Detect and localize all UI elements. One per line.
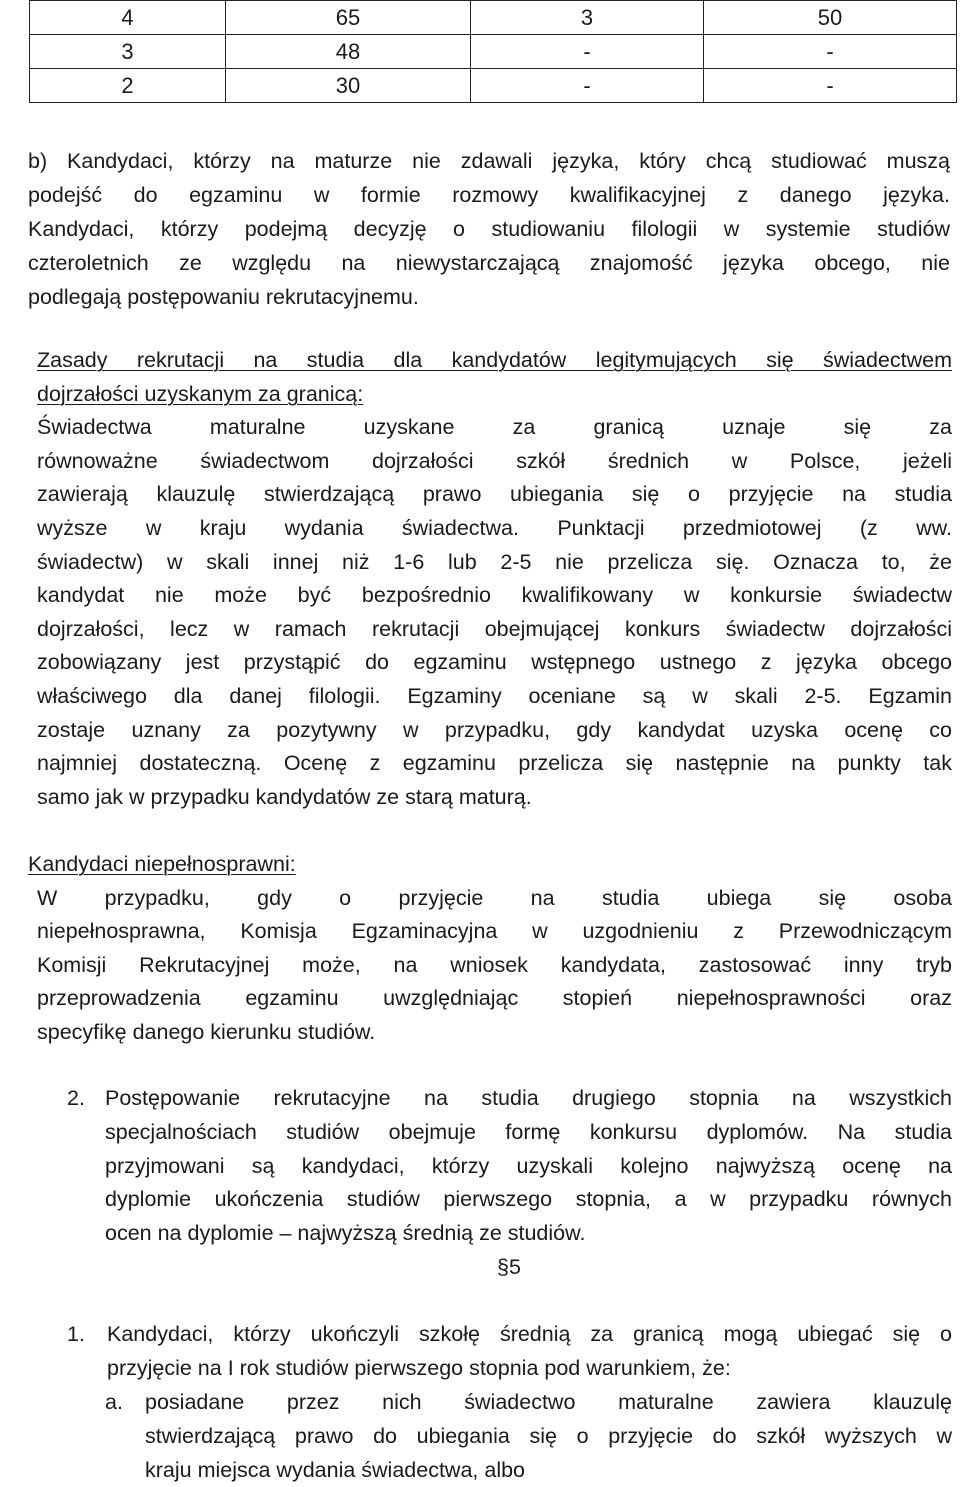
table-cell: 30 [226,69,471,103]
text-line: specjalnościach studiów obejmuje formę konkursu dyplomów. Na studia [105,1119,952,1144]
text-line: Kandydaci, którzy ukończyli szkołę średnią za granicą mogą ubiegać się o [107,1322,952,1346]
table-cell: - [704,35,957,69]
text-line: podlegają postępowaniu rekrutacyjnemu. [28,285,419,309]
sub-item-a [105,1386,952,1487]
table-cell: 65 [226,1,471,35]
table-cell: - [704,69,957,103]
text-line: czteroletnich ze względu na niewystarczającą znajomość języka obcego, nie [28,251,950,275]
paragraph-heading: §5 [497,1255,521,1279]
text-line: Kandydaci, którzy podejmą decyzję o studiowaniu filologii w systemie studiów [28,217,950,241]
text-line: Świadectwa maturalne uzyskane za granicą uznaje się za [37,415,952,440]
text-line: zobowiązany jest przystąpić do egzaminu wstępnego ustnego z języka obcego [37,650,952,675]
text-line: specyfikę danego kierunku studiów. [37,1019,376,1044]
table-row [30,1,957,35]
section-heading [37,378,952,412]
list-number: 1. [67,1322,85,1346]
text-line: niepełnosprawna, Komisja Egzaminacyjna w uzgodnieniu z Przewodniczącym [37,919,952,944]
text-line: przeprowadzenia egzaminu uwzględniając stopień niepełnosprawności oraz [37,986,952,1011]
text-line: właściwego dla danej filologii. Egzaminy oceniane są w skali 2-5. Egzamin [37,683,952,708]
section-heading-text: Kandydaci niepełnosprawni: [28,852,296,876]
text-line: przyjęcie na I rok studiów pierwszego stopnia pod warunkiem, że: [107,1355,731,1380]
text-line: stwierdzającą prawo do ubiegania się o przyjęcie do szkół wyższych w [145,1423,952,1448]
section-heading [28,848,952,882]
table-cell: 48 [226,35,471,69]
table-cell: 3 [471,1,704,35]
table-cell: 2 [30,69,226,103]
results-table [29,0,957,103]
text-line: dyplomie ukończenia studiów pierwszego stopnia, a w przypadku równych [105,1187,952,1212]
text-line: dojrzałości, lecz w ramach rekrutacji obejmującej konkurs świadectw dojrzałości [37,616,952,641]
text-line: kraju miejsca wydania świadectwa, albo [145,1457,526,1482]
table-cell: - [471,69,704,103]
numbered-item-2 [67,1082,952,1251]
text-line: wyższe w kraju wydania świadectwa. Punktacji przedmiotowej (z ww. [37,515,952,540]
text-line: posiadane przez nich świadectwo maturalne zawiera klauzulę [145,1390,952,1414]
text-line: zostaje uznany za pozytywny w przypadku, gdy kandydat uzyska ocenę co [37,717,952,742]
numbered-item-1 [67,1318,952,1386]
table-cell: 4 [30,1,226,35]
list-number: 2. [67,1086,85,1110]
text-line: świadectw) w skali innej niż 1-6 lub 2-5 nie przelicza się. Oznacza to, że [37,549,952,574]
foreign-certificate-rules [37,344,952,814]
text-line: ocen na dyplomie – najwyższą średnią ze studiów. [105,1221,586,1246]
list-letter: a. [105,1390,123,1414]
table-row [30,35,957,69]
table-row [30,69,957,103]
text-line: W przypadku, gdy o przyjęcie na studia ubiega się osoba [37,885,952,910]
table-cell: - [471,35,704,69]
section-b-paragraph [28,144,950,314]
section-heading-end: dojrzałości uzyskanym za granicą: [37,381,364,406]
text-line: samo jak w przypadku kandydatów ze starą maturą. [37,784,532,809]
text-line: przyjmowani są kandydaci, którzy uzyskali kolejno najwyższą ocenę na [105,1153,952,1178]
text-line: Postępowanie rekrutacyjne na studia drugiego stopnia na wszystkich [105,1086,952,1110]
text-line: najmniej dostateczną. Ocenę z egzaminu przelicza się następnie na punkty tak [37,751,952,776]
text-line: zawierają klauzulę stwierdzającą prawo ubiegania się o przyjęcie na studia [37,482,952,507]
text-line: b) Kandydaci, którzy na maturze nie zdawali języka, który chcą studiować muszą [28,149,950,173]
text-line: Komisji Rekrutacyjnej może, na wniosek kandydata, zastosować inny tryb [37,952,952,977]
table-cell: 50 [704,1,957,35]
disabled-candidates-section [28,848,952,1050]
table-cell: 3 [30,35,226,69]
section-heading: Zasady rekrutacji na studia dla kandydatów legitymujących się świadectwem [37,348,952,372]
text-line: podejść do egzaminu w formie rozmowy kwalifikacyjnej z danego języka. [28,183,950,207]
text-line: równoważne świadectwom dojrzałości szkół średnich w Polsce, jeżeli [37,448,952,473]
text-line: kandydat nie może być bezpośrednio kwalifikowany w konkursie świadectw [37,583,952,608]
